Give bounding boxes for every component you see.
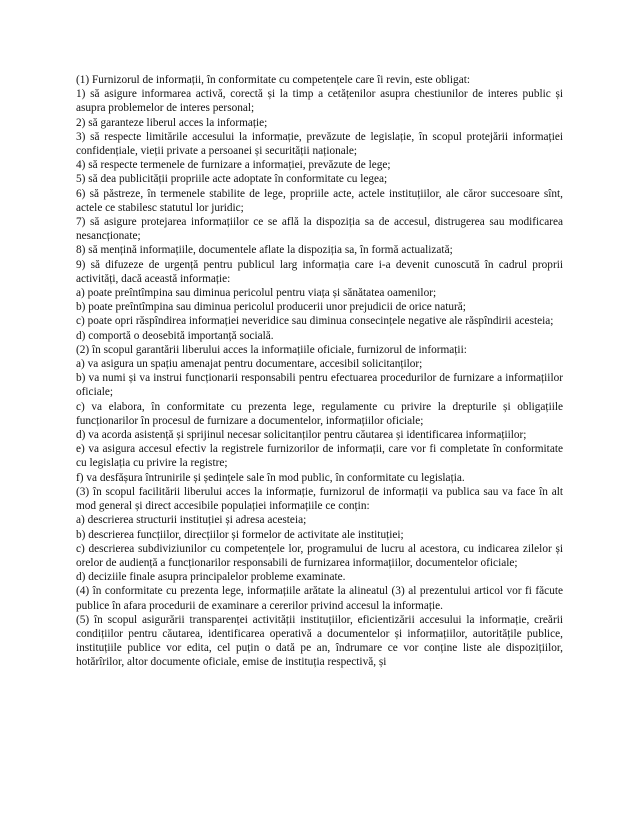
paragraph-1-item-7: 7) să asigure protejarea informațiilor ce se află la dispoziția sa de accesul, distrugerea sau modificarea nesancționate;: [76, 216, 563, 243]
paragraph-2: (2) în scopul garantării liberului acces la informațiile oficiale, furnizorul de informații:: [76, 343, 467, 356]
paragraph-3-item-b: b) descrierea funcțiilor, direcțiilor și formelor de activitate ale instituției;: [76, 528, 404, 541]
paragraph-2-item-a: a) va asigura un spațiu amenajat pentru documentare, accesibil solicitanților;: [76, 358, 423, 371]
paragraph-1-item-5: 5) să dea publicității propriile acte adoptate în conformitate cu legea;: [76, 173, 388, 186]
paragraph-2-item-d: d) va acorda asistență și sprijinul necesar solicitanților pentru căutarea și identificarea informațiilor;: [76, 429, 527, 442]
paragraph-1-item-9-a: a) poate preîntîmpina sau diminua pericolul pentru viața și sănătatea oamenilor;: [76, 287, 437, 300]
paragraph-1-item-1: 1) să asigure informarea activă, corectă și la timp a cetățenilor asupra chestiunilor de interes public și asupra problemelor de interes personal;: [76, 88, 563, 115]
paragraph-3-item-d: d) deciziile finale asupra principalelor probleme examinate.: [76, 571, 346, 584]
paragraph-5: (5) în scopul asigurării transparenței activității instituțiilor, eficientizării accesului la informație, creării condițiilor pentru căutarea, identificarea operativă a documentelor și informațiilor, autoritățile publice, instituțiile publice vor edita, cel puțin o dată pe an, îndrumare ce vor conține liste ale dispozițiilor, hotărîrilor, altor documente oficiale, emise de instituția respectivă, și: [76, 613, 563, 669]
paragraph-2-item-b: b) va numi și va instrui funcționarii responsabili pentru efectuarea procedurilor de furnizare a informațiilor oficiale;: [76, 372, 563, 399]
paragraph-3-item-a: a) descrierea structurii instituției și adresa acesteia;: [76, 514, 307, 527]
paragraph-1-item-3: 3) să respecte limitările accesului la informație, prevăzute de legislație, în scopul protejării informației confidențiale, vieții private a persoanei și securității naționale;: [76, 130, 563, 158]
paragraph-1-item-6: 6) să păstreze, în termenele stabilite de lege, propriile acte, actele instituțiilor, ale căror succesoare sînt, actele ce stabilesc statutul lor juridic;: [76, 187, 563, 214]
paragraph-1: (1) Furnizorul de informații, în conformitate cu competențele care îi revin, este obligat:: [76, 74, 470, 86]
paragraph-1-item-9-b: b) poate preîntîmpina sau diminua pericolul producerii unor prejudicii de orice natură;: [76, 301, 466, 314]
paragraph-1-item-9-c: c) poate opri răspîndirea informației neveridice sau diminua consecințele negative ale răspîndirii acesteia;: [76, 315, 554, 328]
paragraph-2-item-f: f) va desfășura întrunirile și ședințele sale în mod public, în conformitate cu legislația.: [76, 471, 465, 484]
paragraph-2-item-e: e) va asigura accesul efectiv la registrele furnizorilor de informații, care vor fi completate în conformitate cu legislația cu privire la registre;: [76, 443, 563, 470]
paragraph-3-item-c: c) descrierea subdiviziunilor cu competențele lor, programului de lucru al acestora, cu indicarea zilelor și orelor de audiență a funcționarilor responsabili de furnizarea informațiilor, documentelor oficiale;: [76, 542, 563, 569]
paragraph-2-item-c: c) va elabora, în conformitate cu prezenta lege, regulamente cu privire la drepturile și obligațiile funcționarilor în procesul de furnizare a documentelor, informațiilor oficiale;: [76, 400, 563, 427]
paragraph-1-item-8: 8) să mențină informațiile, documentele aflate la dispoziția sa, în formă actualizată;: [76, 244, 453, 257]
paragraph-1-item-9-d: d) comportă o deosebită importanță socială.: [76, 329, 274, 342]
paragraph-1-item-4: 4) să respecte termenele de furnizare a informației, prevăzute de lege;: [76, 159, 391, 172]
paragraph-4: (4) în conformitate cu prezenta lege, informațiile arătate la alineatul (3) al prezentului articol vor fi făcute publice în afara procedurii de examinare a cererilor privind accesul la informație.: [76, 585, 563, 612]
paragraph-1-item-2: 2) să garanteze liberul acces la informație;: [76, 116, 268, 129]
paragraph-3: (3) în scopul facilitării liberului acces la informație, furnizorul de informații va publica sau va face în alt mod general și direct accesibile populației informațiile ce conțin:: [76, 485, 563, 513]
paragraph-1-item-9: 9) să difuzeze de urgență pentru publicul larg informația care i-a devenit cunoscută în cadrul proprii activități, dacă această informație:: [76, 258, 563, 285]
document-page: [76, 73, 563, 670]
